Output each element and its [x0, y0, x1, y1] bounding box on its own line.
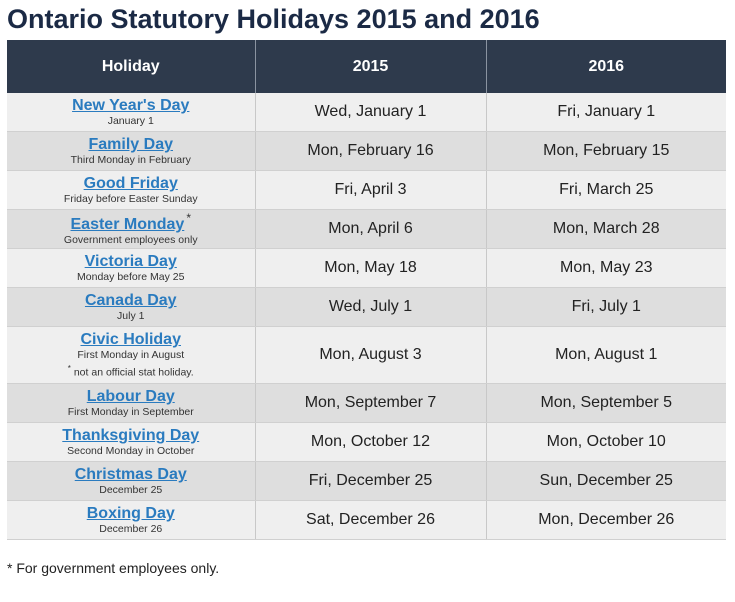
table-row: [7, 171, 726, 210]
table-row: [7, 132, 726, 171]
holiday-link[interactable]: Christmas Day: [74, 466, 187, 483]
holiday-cell: [7, 327, 255, 384]
date-2016-cell: Mon, February 15: [486, 132, 726, 171]
holiday-link[interactable]: Easter Monday: [70, 215, 185, 233]
holiday-note: July 1: [117, 310, 145, 322]
date-2015-cell: Fri, December 25: [255, 462, 486, 501]
holiday-note: First Monday in September: [67, 406, 194, 418]
date-2015-cell: Mon, February 16: [255, 132, 486, 171]
holiday-cell: [7, 384, 255, 423]
holiday-link[interactable]: Civic Holiday: [80, 331, 181, 349]
table-row: [7, 210, 726, 249]
date-2016-cell: Mon, September 5: [486, 384, 726, 423]
holiday-note: Friday before Easter Sunday: [63, 193, 198, 205]
stat-holiday-note: not an official stat holiday.: [73, 366, 194, 379]
holiday-cell: [7, 423, 255, 462]
holiday-cell: [7, 462, 255, 501]
date-2016-cell: Mon, March 28: [486, 210, 726, 249]
holiday-link[interactable]: Thanksgiving Day: [62, 427, 200, 444]
holiday-note: First Monday in August: [77, 349, 185, 362]
holiday-note: December 26: [99, 523, 163, 535]
date-2015-cell: Mon, August 3: [255, 327, 486, 384]
holiday-link[interactable]: Good Friday: [83, 175, 178, 192]
page-title: Ontario Statutory Holidays 2015 and 2016: [7, 4, 540, 34]
date-2015-cell: Wed, January 1: [255, 93, 486, 132]
date-2015-cell: Mon, September 7: [255, 384, 486, 423]
column-header-2015: 2015: [255, 40, 486, 93]
table-row: [7, 93, 726, 132]
date-2016-cell: Fri, March 25: [486, 171, 726, 210]
table-row: [7, 423, 726, 462]
holiday-cell: [7, 93, 255, 132]
holiday-note: January 1: [107, 115, 154, 127]
holiday-cell: [7, 171, 255, 210]
holiday-link[interactable]: Boxing Day: [86, 505, 175, 522]
footnote: * For government employees only.: [7, 560, 220, 576]
table-row: [7, 384, 726, 423]
holiday-note: Government employees only: [63, 233, 198, 246]
column-header-holiday: Holiday: [7, 40, 255, 93]
holiday-cell: [7, 249, 255, 288]
date-2016-cell: Sun, December 25: [486, 462, 726, 501]
holiday-cell: [7, 501, 255, 540]
date-2015-cell: Mon, April 6: [255, 210, 486, 249]
date-2016-cell: Fri, January 1: [486, 93, 726, 132]
footnote-marker: *: [67, 364, 71, 374]
holiday-link[interactable]: Victoria Day: [84, 253, 177, 270]
date-2016-cell: Mon, May 23: [486, 249, 726, 288]
date-2016-cell: Mon, August 1: [486, 327, 726, 384]
holiday-link[interactable]: Canada Day: [84, 292, 177, 309]
holiday-link[interactable]: Family Day: [88, 136, 173, 153]
date-2016-cell: Mon, December 26: [486, 501, 726, 540]
date-2015-cell: Mon, October 12: [255, 423, 486, 462]
column-header-2016: 2016: [486, 40, 726, 93]
holiday-link[interactable]: New Year's Day: [72, 97, 190, 114]
table-row: [7, 249, 726, 288]
date-2016-cell: Mon, October 10: [486, 423, 726, 462]
table-row: [7, 288, 726, 327]
date-2015-cell: Fri, April 3: [255, 171, 486, 210]
holiday-note: December 25: [99, 484, 163, 496]
holiday-note: Second Monday in October: [67, 445, 195, 457]
table-row: [7, 462, 726, 501]
holiday-note: Third Monday in February: [70, 154, 191, 166]
holiday-cell: [7, 210, 255, 249]
table-row: [7, 327, 726, 384]
holiday-note-secondary: [7, 362, 255, 380]
date-2015-cell: Sat, December 26: [255, 501, 486, 540]
table-row: [7, 501, 726, 540]
date-2015-cell: Mon, May 18: [255, 249, 486, 288]
holiday-note: Monday before May 25: [77, 271, 185, 283]
table-header-row: [7, 40, 726, 93]
footnote-marker: *: [186, 211, 191, 226]
holiday-cell: [7, 132, 255, 171]
holidays-table: [7, 40, 726, 540]
holiday-cell: [7, 288, 255, 327]
date-2016-cell: Fri, July 1: [486, 288, 726, 327]
holiday-link[interactable]: Labour Day: [86, 388, 175, 405]
date-2015-cell: Wed, July 1: [255, 288, 486, 327]
